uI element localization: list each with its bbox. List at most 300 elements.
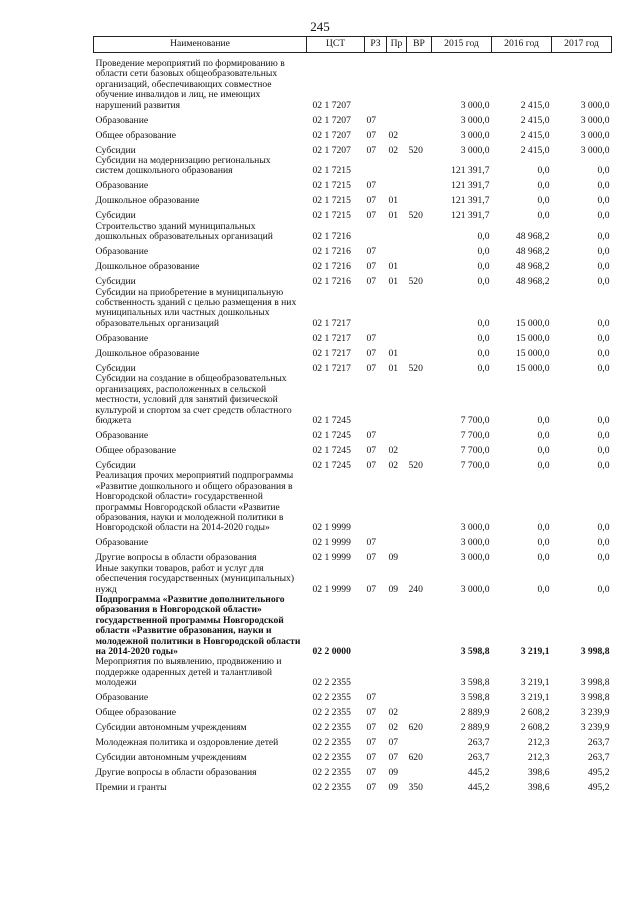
table-row: [94, 534, 612, 549]
cell-vr: [407, 111, 432, 126]
table-row: [94, 126, 612, 141]
cell-name: Образование: [95, 114, 149, 126]
cell-vr: [407, 471, 432, 533]
cell-cst: 02 1 7216: [312, 246, 351, 258]
cell-vr: [407, 657, 432, 688]
cell-rz: 07: [366, 782, 377, 794]
cell-rz: [365, 222, 387, 243]
cell-cst: 02 2 2355: [312, 707, 351, 719]
cell-cst: 02 1 7207: [312, 99, 351, 111]
cell-cst: 02 2 2355: [312, 767, 351, 779]
cell-2017: 3 000,0: [580, 114, 610, 126]
cell-2015: 121 391,7: [451, 180, 490, 192]
cell-2017: 0,0: [597, 210, 610, 222]
cell-name: Дошкольное образование: [95, 347, 200, 359]
cell-pr: 01: [388, 276, 399, 288]
table-row: [94, 764, 612, 779]
table-row: [94, 689, 612, 704]
cell-vr: 520: [408, 459, 423, 471]
cell-cst: 02 1 7217: [312, 317, 351, 329]
table-row: [94, 359, 612, 374]
cell-2016: 2 415,0: [520, 114, 550, 126]
cell-2016: 15 000,0: [515, 362, 550, 374]
cell-cst: 02 1 7245: [312, 459, 351, 471]
cell-name: Премии и гранты: [95, 782, 167, 794]
cell-pr: 07: [388, 737, 399, 749]
table-row: [94, 564, 612, 595]
cell-pr: 02: [388, 444, 399, 456]
cell-pr: [387, 471, 407, 533]
cell-pr: 02: [388, 707, 399, 719]
cell-rz: 07: [366, 276, 377, 288]
cell-cst: 02 1 7215: [312, 165, 351, 177]
cell-2016: 0,0: [537, 180, 550, 192]
cell-2017: 0,0: [597, 414, 610, 426]
cell-vr: [407, 243, 432, 258]
cell-rz: 07: [366, 707, 377, 719]
cell-2015: 0,0: [477, 231, 490, 243]
cell-vr: [407, 426, 432, 441]
header-pr: Пр: [387, 37, 407, 53]
table-row: [94, 344, 612, 359]
cell-2016: 2 608,2: [520, 722, 550, 734]
cell-2015: 3 598,8: [460, 646, 490, 657]
cell-cst: 02 1 7216: [312, 261, 351, 273]
cell-rz: 07: [366, 332, 377, 344]
cell-pr: 02: [388, 459, 399, 471]
cell-name: Образование: [95, 180, 149, 192]
cell-2017: 0,0: [597, 195, 610, 207]
cell-rz: 07: [366, 737, 377, 749]
table-row: [94, 288, 612, 330]
cell-2016: 0,0: [537, 537, 550, 549]
table-row: [94, 111, 612, 126]
cell-2016: 0,0: [537, 429, 550, 441]
cell-name: Строительство зданий муниципальных дошкольных образовательных организаций: [95, 220, 273, 243]
table-row: [94, 704, 612, 719]
table-row: [94, 426, 612, 441]
cell-2017: 0,0: [597, 180, 610, 192]
cell-pr: 01: [388, 210, 399, 222]
header-name: Наименование: [94, 37, 307, 53]
cell-vr: [407, 329, 432, 344]
header-cst: ЦСТ: [307, 37, 365, 53]
header-rz: РЗ: [365, 37, 387, 53]
cell-2016: 0,0: [537, 444, 550, 456]
table-row: [94, 207, 612, 222]
cell-name: Общее образование: [95, 129, 177, 141]
cell-vr: 520: [408, 210, 423, 222]
cell-name: Субсидии: [95, 459, 136, 471]
cell-vr: 520: [408, 276, 423, 288]
cell-vr: 520: [408, 144, 423, 156]
cell-vr: [407, 258, 432, 273]
cell-rz: 07: [366, 144, 377, 156]
cell-2017: 263,7: [587, 737, 610, 749]
cell-2015: 0,0: [477, 246, 490, 258]
cell-name: Общее образование: [95, 444, 177, 456]
table-row: [94, 243, 612, 258]
cell-2016: 3 219,1: [520, 646, 550, 657]
cell-2015: 445,2: [467, 782, 490, 794]
cell-name: Реализация прочих мероприятий подпрограммы «Развитие дошкольного и общего образования в Новгородской области» государственной программы Новгородской области «Развитие образования, науки и молодежной политики в Новгородской области на 2014-2020 годы»: [95, 470, 294, 534]
cell-vr: [407, 344, 432, 359]
cell-pr: [387, 595, 407, 657]
table-row: [94, 141, 612, 156]
cell-name: Образование: [95, 332, 149, 344]
cell-vr: [407, 595, 432, 657]
table-row: [94, 258, 612, 273]
cell-name: Субсидии: [95, 210, 136, 222]
cell-pr: [387, 243, 407, 258]
cell-2016: 15 000,0: [515, 317, 550, 329]
cell-rz: [365, 657, 387, 688]
cell-name: Проведение мероприятий по формированию в области сети базовых общеобразовательных организаций, обеспечивающих совместное обучение инвалидов и лиц, не имеющих нарушений развития: [95, 58, 285, 111]
cell-2015: 3 000,0: [460, 144, 490, 156]
cell-2017: 0,0: [597, 552, 610, 564]
cell-2016: 0,0: [537, 552, 550, 564]
table-row: [94, 549, 612, 564]
cell-cst: 02 1 7215: [312, 195, 351, 207]
cell-2017: 3 998,8: [580, 646, 610, 657]
cell-vr: [407, 222, 432, 243]
cell-vr: 240: [408, 583, 423, 595]
cell-name: Другие вопросы в области образования: [95, 767, 257, 779]
cell-cst: 02 2 2355: [312, 737, 351, 749]
cell-name: Субсидии автономным учреждениям: [95, 752, 247, 764]
cell-rz: 07: [366, 444, 377, 456]
cell-vr: [407, 126, 432, 141]
cell-2017: 263,7: [587, 752, 610, 764]
cell-pr: 09: [388, 552, 399, 564]
cell-cst: 02 1 7217: [312, 332, 351, 344]
cell-vr: [407, 689, 432, 704]
cell-rz: 07: [366, 767, 377, 779]
cell-rz: [365, 374, 387, 426]
cell-cst: 02 1 7245: [312, 444, 351, 456]
cell-2016: 48 968,2: [515, 246, 550, 258]
cell-pr: [387, 156, 407, 177]
cell-pr: 02: [388, 129, 399, 141]
cell-rz: [365, 288, 387, 330]
cell-name: Субсидии: [95, 276, 136, 288]
cell-2016: 2 415,0: [520, 99, 550, 111]
cell-2015: 3 000,0: [460, 552, 490, 564]
cell-2016: 0,0: [537, 459, 550, 471]
cell-2017: 3 000,0: [580, 144, 610, 156]
cell-2015: 2 889,9: [460, 722, 490, 734]
cell-rz: 07: [366, 210, 377, 222]
cell-2015: 121 391,7: [451, 165, 490, 177]
cell-2015: 3 000,0: [460, 537, 490, 549]
cell-rz: 07: [366, 752, 377, 764]
cell-cst: 02 2 0000: [312, 646, 351, 657]
cell-pr: 02: [388, 722, 399, 734]
cell-pr: [387, 374, 407, 426]
cell-cst: 02 1 9999: [312, 537, 351, 549]
cell-name: Иные закупки товаров, работ и услуг для обеспечения государственных (муниципальных) нужд: [95, 562, 295, 595]
cell-rz: 07: [366, 537, 377, 549]
cell-2017: 0,0: [597, 347, 610, 359]
cell-cst: 02 1 7217: [312, 362, 351, 374]
cell-2017: 3 239,9: [580, 707, 610, 719]
cell-2016: 398,6: [527, 782, 550, 794]
cell-rz: 07: [366, 362, 377, 374]
cell-vr: [407, 549, 432, 564]
cell-name: Субсидии автономным учреждениям: [95, 722, 247, 734]
cell-2015: 7 700,0: [460, 459, 490, 471]
budget-table: [93, 36, 612, 794]
cell-rz: 07: [366, 180, 377, 192]
cell-name: Субсидии на создание в общеобразовательных организациях, расположенных в сельской местности, условий для занятий физической культурой и спортом за счет средств областного бюджета: [95, 373, 292, 426]
cell-vr: 350: [408, 782, 423, 794]
cell-cst: 02 2 2355: [312, 677, 351, 689]
cell-2015: 0,0: [477, 347, 490, 359]
cell-name: Дошкольное образование: [95, 261, 200, 273]
cell-2015: 263,7: [467, 752, 490, 764]
cell-cst: 02 1 7216: [312, 231, 351, 243]
cell-2017: 3 000,0: [580, 129, 610, 141]
table-row: [94, 749, 612, 764]
cell-2017: 0,0: [597, 444, 610, 456]
cell-2017: 3 000,0: [580, 99, 610, 111]
cell-name: Субсидии на приобретение в муниципальную собственность зданий с целью размещения в них муниципальных или частных дошкольных образовательных организаций: [95, 286, 297, 329]
cell-pr: [387, 53, 407, 112]
cell-name: Образование: [95, 246, 149, 258]
header-vr: ВР: [407, 37, 432, 53]
cell-2016: 15 000,0: [515, 332, 550, 344]
cell-2015: 2 889,9: [460, 707, 490, 719]
cell-2016: 48 968,2: [515, 231, 550, 243]
cell-pr: [387, 329, 407, 344]
cell-name: Образование: [95, 429, 149, 441]
table-row: [94, 734, 612, 749]
cell-2015: 263,7: [467, 737, 490, 749]
cell-pr: [387, 288, 407, 330]
cell-2017: 0,0: [597, 317, 610, 329]
cell-pr: 01: [388, 195, 399, 207]
cell-name: Образование: [95, 537, 149, 549]
cell-2015: 0,0: [477, 276, 490, 288]
table-row: [94, 719, 612, 734]
cell-vr: [407, 192, 432, 207]
cell-rz: 07: [366, 429, 377, 441]
cell-2017: 3 998,8: [580, 692, 610, 704]
cell-2017: 495,2: [587, 767, 610, 779]
cell-rz: 07: [366, 552, 377, 564]
cell-2017: 0,0: [597, 583, 610, 595]
cell-rz: 07: [366, 114, 377, 126]
cell-pr: [387, 177, 407, 192]
cell-2016: 0,0: [537, 583, 550, 595]
cell-2015: 0,0: [477, 261, 490, 273]
cell-rz: 07: [366, 692, 377, 704]
cell-pr: 07: [388, 752, 399, 764]
cell-2015: 3 598,8: [460, 677, 490, 689]
cell-cst: 02 1 7207: [312, 129, 351, 141]
cell-2016: 398,6: [527, 767, 550, 779]
cell-2017: 0,0: [597, 276, 610, 288]
cell-cst: 02 1 9999: [312, 522, 351, 534]
cell-rz: 07: [366, 261, 377, 273]
cell-vr: [407, 374, 432, 426]
cell-cst: 02 2 2355: [312, 782, 351, 794]
cell-2015: 3 598,8: [460, 692, 490, 704]
cell-rz: [365, 471, 387, 533]
cell-pr: [387, 657, 407, 688]
cell-2016: 2 608,2: [520, 707, 550, 719]
cell-2017: 0,0: [597, 537, 610, 549]
cell-2015: 7 700,0: [460, 414, 490, 426]
table-row: [94, 374, 612, 426]
cell-pr: 09: [388, 583, 399, 595]
cell-name: Субсидии на модернизацию региональных систем дошкольного образования: [95, 155, 271, 177]
table-row: [94, 273, 612, 288]
cell-rz: [365, 156, 387, 177]
cell-2016: 2 415,0: [520, 144, 550, 156]
cell-2015: 3 000,0: [460, 583, 490, 595]
cell-vr: [407, 53, 432, 112]
cell-2017: 3 239,9: [580, 722, 610, 734]
cell-pr: [387, 426, 407, 441]
cell-cst: 02 1 7216: [312, 276, 351, 288]
cell-2016: 0,0: [537, 195, 550, 207]
cell-2017: 0,0: [597, 165, 610, 177]
cell-rz: 07: [366, 195, 377, 207]
cell-cst: 02 1 9999: [312, 583, 351, 595]
cell-2015: 3 000,0: [460, 114, 490, 126]
cell-pr: 09: [388, 767, 399, 779]
page-number: 245: [310, 19, 330, 34]
cell-rz: 07: [366, 347, 377, 359]
cell-name: Субсидии: [95, 362, 136, 374]
cell-2015: 121 391,7: [451, 210, 490, 222]
cell-2016: 15 000,0: [515, 347, 550, 359]
table-row: [94, 657, 612, 688]
table-row: [94, 779, 612, 794]
cell-2016: 48 968,2: [515, 261, 550, 273]
cell-rz: 07: [366, 722, 377, 734]
cell-vr: [407, 764, 432, 779]
table-row: [94, 177, 612, 192]
table-row: [94, 595, 612, 657]
cell-name: Дошкольное образование: [95, 195, 200, 207]
cell-name: Общее образование: [95, 707, 177, 719]
cell-pr: [387, 534, 407, 549]
table-row: [94, 441, 612, 456]
cell-pr: 01: [388, 347, 399, 359]
cell-pr: [387, 111, 407, 126]
cell-cst: 02 2 2355: [312, 752, 351, 764]
cell-cst: 02 1 7245: [312, 414, 351, 426]
cell-rz: [365, 53, 387, 112]
cell-rz: 07: [366, 129, 377, 141]
table-header-row: [94, 37, 612, 53]
cell-name: Подпрограмма «Развитие дополнительного образования в Новгородской области» государственной программы Новгородской области «Развитие образования, науки и молодежной политики в Новгородской области на 2014-2020 годы»: [95, 593, 301, 657]
table-row: [94, 156, 612, 177]
table-row: [94, 222, 612, 243]
cell-2016: 0,0: [537, 165, 550, 177]
table-row: [94, 53, 612, 112]
cell-2017: 0,0: [597, 261, 610, 273]
cell-cst: 02 1 7215: [312, 180, 351, 192]
table-row: [94, 329, 612, 344]
cell-cst: 02 2 2355: [312, 692, 351, 704]
cell-pr: [387, 689, 407, 704]
cell-2017: 0,0: [597, 459, 610, 471]
cell-2017: 0,0: [597, 246, 610, 258]
cell-vr: [407, 177, 432, 192]
cell-pr: 09: [388, 782, 399, 794]
cell-rz: 07: [366, 246, 377, 258]
cell-vr: [407, 734, 432, 749]
cell-rz: [365, 595, 387, 657]
cell-cst: 02 1 9999: [312, 552, 351, 564]
cell-2017: 0,0: [597, 332, 610, 344]
cell-2017: 0,0: [597, 522, 610, 534]
cell-2015: 445,2: [467, 767, 490, 779]
cell-vr: 620: [408, 752, 423, 764]
cell-vr: [407, 288, 432, 330]
cell-pr: [387, 222, 407, 243]
cell-2017: 3 998,8: [580, 677, 610, 689]
cell-2016: 3 219,1: [520, 677, 550, 689]
cell-name: Мероприятия по выявлению, продвижению и поддержке одаренных детей и талантливой молодежи: [95, 656, 282, 689]
table-row: [94, 192, 612, 207]
cell-2015: 0,0: [477, 332, 490, 344]
header-2015: 2015 год: [432, 37, 492, 53]
cell-vr: [407, 704, 432, 719]
cell-2016: 212,3: [527, 752, 550, 764]
cell-vr: 520: [408, 362, 423, 374]
cell-2017: 0,0: [597, 362, 610, 374]
cell-vr: [407, 534, 432, 549]
cell-cst: 02 1 7245: [312, 429, 351, 441]
cell-2016: 48 968,2: [515, 276, 550, 288]
cell-2016: 0,0: [537, 522, 550, 534]
table-row: [94, 471, 612, 533]
cell-cst: 02 1 7207: [312, 144, 351, 156]
cell-2016: 2 415,0: [520, 129, 550, 141]
cell-cst: 02 1 7207: [312, 114, 351, 126]
cell-name: Другие вопросы в области образования: [95, 552, 257, 564]
cell-name: Образование: [95, 692, 149, 704]
cell-2016: 212,3: [527, 737, 550, 749]
cell-vr: [407, 441, 432, 456]
cell-rz: 07: [366, 459, 377, 471]
table-body: [94, 53, 612, 794]
header-2017: 2017 год: [552, 37, 612, 53]
cell-2017: 495,2: [587, 782, 610, 794]
cell-cst: 02 1 7215: [312, 210, 351, 222]
cell-2016: 0,0: [537, 414, 550, 426]
cell-2015: 7 700,0: [460, 444, 490, 456]
cell-name: Субсидии: [95, 144, 136, 156]
cell-2015: 121 391,7: [451, 195, 490, 207]
cell-2015: 3 000,0: [460, 129, 490, 141]
cell-2015: 3 000,0: [460, 522, 490, 534]
cell-rz: 07: [366, 583, 377, 595]
cell-pr: 01: [388, 362, 399, 374]
cell-2017: 0,0: [597, 231, 610, 243]
cell-pr: 02: [388, 144, 399, 156]
cell-2015: 0,0: [477, 362, 490, 374]
cell-cst: 02 2 2355: [312, 722, 351, 734]
cell-pr: 01: [388, 261, 399, 273]
cell-2016: 3 219,1: [520, 692, 550, 704]
cell-name: Молодежная политика и оздоровление детей: [95, 737, 279, 749]
table-row: [94, 456, 612, 471]
